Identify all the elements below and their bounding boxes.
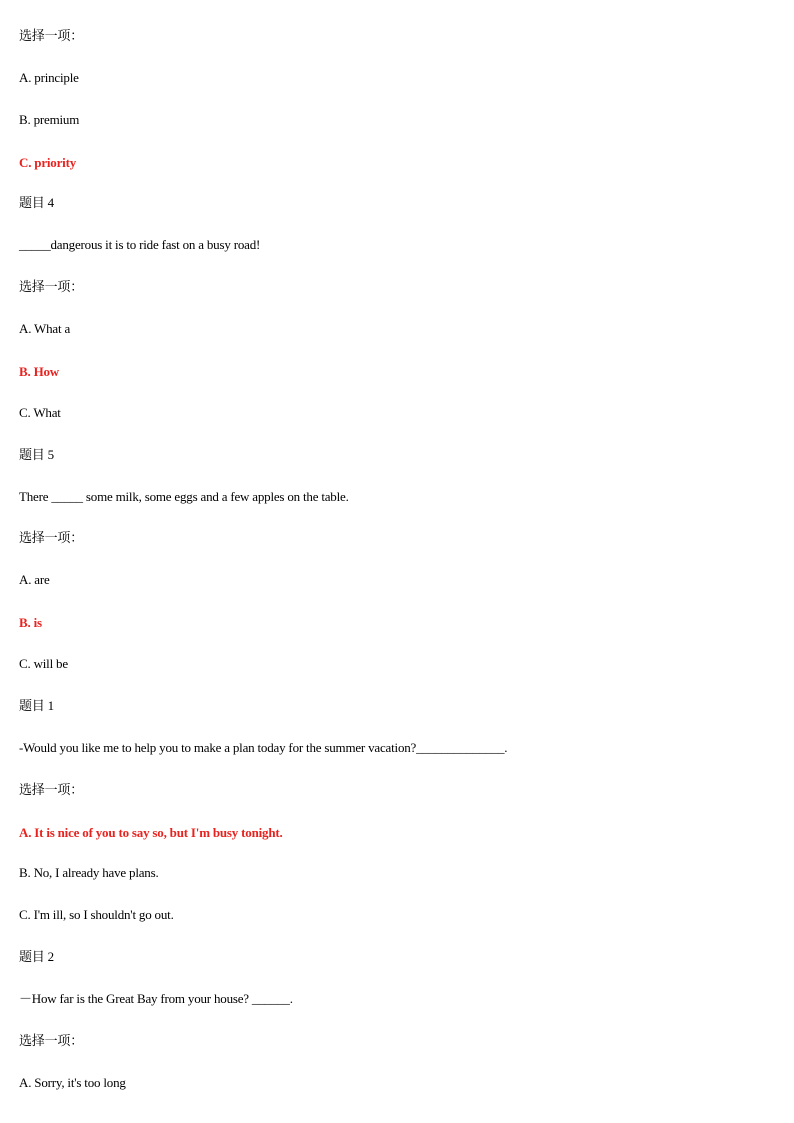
choose-one-prompt: 选择一项： <box>19 782 84 797</box>
choose-one-prompt: 选择一项： <box>19 28 84 43</box>
option-a: A. principle <box>19 70 79 85</box>
option-b: B. No, I already have plans. <box>19 865 159 880</box>
question-text: －How far is the Great Bay from your house? ______. <box>19 991 293 1006</box>
question-heading: 题目 4 <box>19 195 54 210</box>
option-c-correct: C. priority <box>19 155 77 170</box>
option-a-correct: A. It is nice of you to say so, but I'm busy tonight. <box>19 825 283 840</box>
question-heading: 题目 5 <box>19 447 54 462</box>
option-a: A. are <box>19 572 50 587</box>
option-c: C. I'm ill, so I shouldn't go out. <box>19 907 174 922</box>
option-b: B. premium <box>19 112 80 127</box>
choose-one-prompt: 选择一项： <box>19 530 84 545</box>
question-text: -Would you like me to help you to make a plan today for the summer vacation?______________. <box>19 740 508 755</box>
question-text: _____dangerous it is to ride fast on a busy road! <box>19 237 261 252</box>
question-heading: 题目 2 <box>19 949 54 964</box>
question-text: There _____ some milk, some eggs and a few apples on the table. <box>19 489 349 504</box>
option-b-correct: B. How <box>19 364 59 379</box>
option-b-correct: B. is <box>19 615 42 630</box>
choose-one-prompt: 选择一项： <box>19 1033 84 1048</box>
option-a: A. Sorry, it's too long <box>19 1075 126 1090</box>
option-c: C. will be <box>19 656 68 671</box>
question-heading: 题目 1 <box>19 698 54 713</box>
option-a: A. What a <box>19 321 71 336</box>
choose-one-prompt: 选择一项： <box>19 279 84 294</box>
option-c: C. What <box>19 405 61 420</box>
